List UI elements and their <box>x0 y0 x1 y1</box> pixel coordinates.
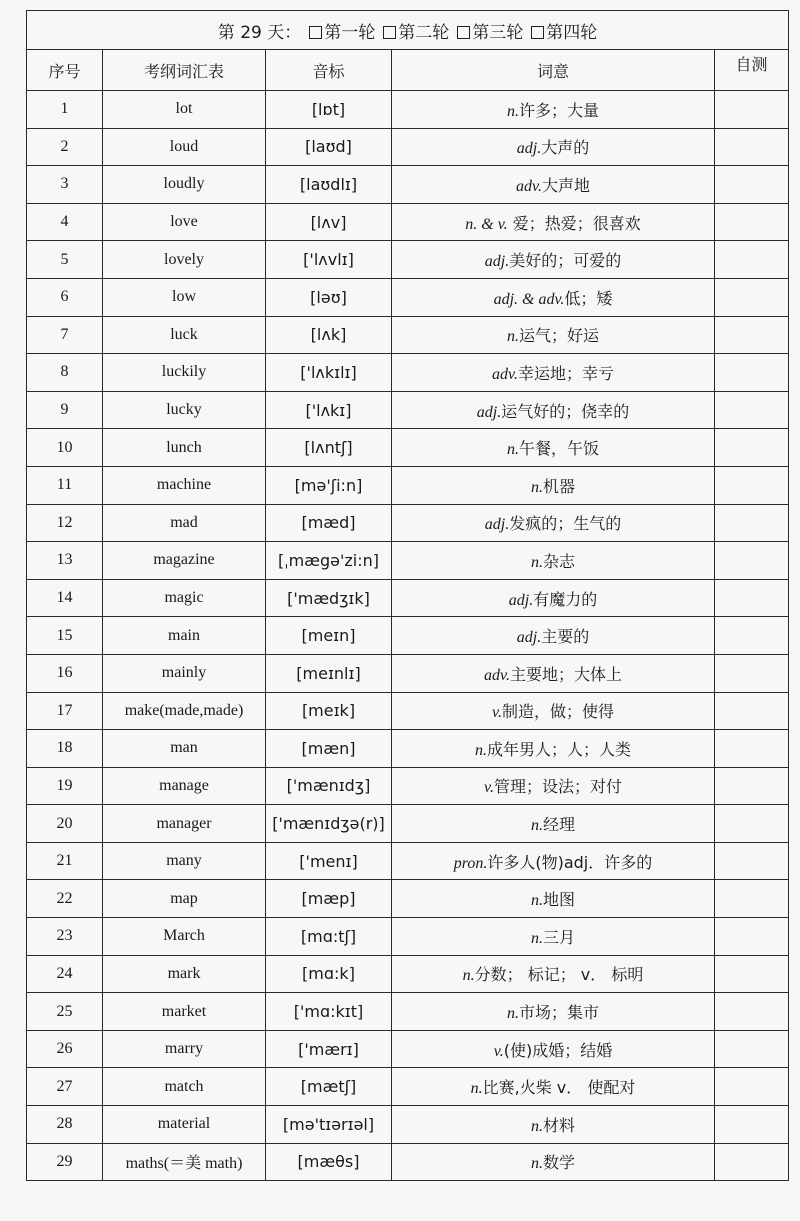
meaning-text: 地图 <box>542 890 575 910</box>
title-cell <box>27 11 789 50</box>
row-phonetic: [mæn] <box>266 730 392 768</box>
row-word: manage <box>103 767 266 805</box>
self-test-cell[interactable] <box>715 842 789 880</box>
round-1-checkbox[interactable] <box>309 26 322 39</box>
meaning-text: 制造，做；使得 <box>501 702 614 722</box>
self-test-cell[interactable] <box>715 466 789 504</box>
self-test-cell[interactable] <box>715 166 789 204</box>
round-4-label: 第四轮 <box>546 22 598 43</box>
title-row <box>27 11 789 50</box>
table-row <box>27 805 789 843</box>
table-row <box>27 1106 789 1144</box>
self-test-cell[interactable] <box>715 880 789 918</box>
row-index: 18 <box>27 730 103 768</box>
col-header-index: 序号 <box>27 50 103 91</box>
table-row <box>27 767 789 805</box>
part-of-speech: n. <box>474 741 487 759</box>
row-phonetic: [mæθs] <box>266 1143 392 1181</box>
row-word: magazine <box>103 542 266 580</box>
row-word: magic <box>103 579 266 617</box>
row-index: 4 <box>27 203 103 241</box>
row-phonetic: [laʊd] <box>266 128 392 166</box>
row-meaning <box>392 730 715 768</box>
meaning-text: (使)成婚；结婚 <box>503 1040 613 1060</box>
table-row <box>27 278 789 316</box>
round-2-checkbox[interactable] <box>383 26 396 39</box>
table-row <box>27 617 789 655</box>
row-index: 7 <box>27 316 103 354</box>
row-phonetic: [mə'tɪərɪəl] <box>266 1106 392 1144</box>
part-of-speech: n. <box>506 441 519 459</box>
row-meaning <box>392 1143 715 1181</box>
row-phonetic: ['mædʒɪk] <box>266 579 392 617</box>
table-row <box>27 504 789 542</box>
round-1-label: 第一轮 <box>324 22 376 43</box>
row-meaning <box>392 654 715 692</box>
row-index: 5 <box>27 241 103 279</box>
row-index: 1 <box>27 91 103 129</box>
table-row <box>27 128 789 166</box>
part-of-speech: v. <box>492 704 502 722</box>
row-phonetic: ['lʌkɪlɪ] <box>266 354 392 392</box>
row-meaning <box>392 993 715 1031</box>
row-index: 20 <box>27 805 103 843</box>
self-test-cell[interactable] <box>715 767 789 805</box>
day-label: 第 29 天： <box>217 22 302 43</box>
row-word: mainly <box>103 654 266 692</box>
row-phonetic: ['mænɪdʒə(r)] <box>266 805 392 843</box>
row-meaning <box>392 1106 715 1144</box>
round-3-label: 第三轮 <box>472 22 524 43</box>
row-word: loud <box>103 128 266 166</box>
row-phonetic: ['mænɪdʒ] <box>266 767 392 805</box>
part-of-speech: adj. <box>484 516 510 534</box>
row-index: 19 <box>27 767 103 805</box>
self-test-cell[interactable] <box>715 241 789 279</box>
meaning-text: 有魔力的 <box>533 589 598 609</box>
column-header-row <box>27 50 789 91</box>
row-index: 2 <box>27 128 103 166</box>
meaning-text: 爱；热爱；很喜欢 <box>507 213 641 233</box>
self-test-cell[interactable] <box>715 617 789 655</box>
table-row <box>27 391 789 429</box>
self-test-cell[interactable] <box>715 1143 789 1181</box>
row-index: 14 <box>27 579 103 617</box>
row-index: 3 <box>27 166 103 204</box>
row-phonetic: [lʌv] <box>266 203 392 241</box>
meaning-text: 运气；好运 <box>518 326 599 346</box>
part-of-speech: n. <box>530 817 543 835</box>
self-test-cell[interactable] <box>715 805 789 843</box>
meaning-text: 低；矮 <box>564 288 613 308</box>
part-of-speech: n. <box>506 102 519 120</box>
row-meaning <box>392 1068 715 1106</box>
row-word: man <box>103 730 266 768</box>
self-test-cell[interactable] <box>715 542 789 580</box>
self-test-cell[interactable] <box>715 955 789 993</box>
self-test-cell[interactable] <box>715 316 789 354</box>
self-test-cell[interactable] <box>715 278 789 316</box>
row-meaning <box>392 316 715 354</box>
meaning-text: 经理 <box>542 815 575 835</box>
table-row <box>27 1143 789 1181</box>
self-test-cell[interactable] <box>715 1068 789 1106</box>
row-phonetic: ['mærɪ] <box>266 1030 392 1068</box>
table-row <box>27 654 789 692</box>
table-row <box>27 692 789 730</box>
row-word: maths(＝美 math) <box>103 1143 266 1181</box>
row-word: material <box>103 1106 266 1144</box>
row-meaning <box>392 203 715 241</box>
row-index: 25 <box>27 993 103 1031</box>
row-meaning <box>392 617 715 655</box>
table-row <box>27 880 789 918</box>
row-word: manager <box>103 805 266 843</box>
row-phonetic: [meɪn] <box>266 617 392 655</box>
self-test-cell[interactable] <box>715 203 789 241</box>
row-index: 26 <box>27 1030 103 1068</box>
row-index: 28 <box>27 1106 103 1144</box>
meaning-text: 比赛,火柴 v． 使配对 <box>482 1078 636 1098</box>
table-row <box>27 203 789 241</box>
row-index: 10 <box>27 429 103 467</box>
row-phonetic: [mætʃ] <box>266 1068 392 1106</box>
row-meaning <box>392 579 715 617</box>
meaning-text: 三月 <box>542 927 575 947</box>
self-test-cell[interactable] <box>715 391 789 429</box>
self-test-cell[interactable] <box>715 654 789 692</box>
row-word: match <box>103 1068 266 1106</box>
part-of-speech: n. <box>462 967 475 985</box>
part-of-speech: n. <box>530 1155 543 1173</box>
row-phonetic: [mɑ:k] <box>266 955 392 993</box>
row-index: 8 <box>27 354 103 392</box>
self-test-cell[interactable] <box>715 1030 789 1068</box>
part-of-speech: adj. <box>516 140 542 158</box>
row-meaning <box>392 466 715 504</box>
table-row <box>27 316 789 354</box>
table-row <box>27 354 789 392</box>
row-phonetic: ['mɑ:kɪt] <box>266 993 392 1031</box>
table-row <box>27 166 789 204</box>
meaning-text: 运气好的；侥幸的 <box>501 401 630 421</box>
table-row <box>27 730 789 768</box>
meaning-text: 大声地 <box>541 175 590 195</box>
row-phonetic: [laʊdlɪ] <box>266 166 392 204</box>
row-meaning <box>392 429 715 467</box>
row-word: luckily <box>103 354 266 392</box>
row-meaning <box>392 805 715 843</box>
row-meaning <box>392 128 715 166</box>
row-meaning <box>392 241 715 279</box>
row-phonetic: ['lʌvlɪ] <box>266 241 392 279</box>
col-header-self-test: 自测 <box>715 50 789 91</box>
meaning-text: 杂志 <box>542 551 575 571</box>
table-row <box>27 993 789 1031</box>
meaning-text: 市场；集市 <box>518 1003 599 1023</box>
meaning-text: 美好的；可爱的 <box>509 251 622 271</box>
col-header-meaning: 词意 <box>392 50 715 91</box>
part-of-speech: n. <box>506 328 519 346</box>
table-row <box>27 542 789 580</box>
self-test-cell[interactable] <box>715 730 789 768</box>
row-phonetic: [mə'ʃi:n] <box>266 466 392 504</box>
part-of-speech: n. & v. <box>465 215 508 233</box>
row-word: loudly <box>103 166 266 204</box>
row-index: 21 <box>27 842 103 880</box>
part-of-speech: adv. <box>484 666 510 684</box>
row-word: low <box>103 278 266 316</box>
vocabulary-table <box>26 10 789 1181</box>
table-row <box>27 842 789 880</box>
row-meaning <box>392 504 715 542</box>
row-word: market <box>103 993 266 1031</box>
row-phonetic: [ˌmægə'zi:n] <box>266 542 392 580</box>
part-of-speech: adj. <box>516 629 542 647</box>
col-header-word: 考纲词汇表 <box>103 50 266 91</box>
row-meaning <box>392 692 715 730</box>
row-meaning <box>392 391 715 429</box>
row-phonetic: [lʌntʃ] <box>266 429 392 467</box>
round-3-checkbox[interactable] <box>457 26 470 39</box>
row-word: mark <box>103 955 266 993</box>
meaning-text: 数学 <box>542 1153 575 1173</box>
table-row <box>27 1068 789 1106</box>
row-phonetic: ['lʌkɪ] <box>266 391 392 429</box>
table-row <box>27 91 789 129</box>
row-phonetic: [ləʊ] <box>266 278 392 316</box>
row-meaning <box>392 955 715 993</box>
part-of-speech: adv. <box>492 365 518 383</box>
meaning-text: 幸运地；幸亏 <box>517 363 614 383</box>
table-row <box>27 955 789 993</box>
meaning-text: 主要地；大体上 <box>509 664 622 684</box>
part-of-speech: v. <box>493 1042 504 1060</box>
table-row <box>27 466 789 504</box>
part-of-speech: n. <box>530 929 543 947</box>
meaning-text: 机器 <box>542 476 575 496</box>
part-of-speech: n. <box>530 478 543 496</box>
part-of-speech: n. <box>470 1080 483 1098</box>
row-index: 11 <box>27 466 103 504</box>
row-phonetic: [lʌk] <box>266 316 392 354</box>
row-index: 22 <box>27 880 103 918</box>
part-of-speech: pron. <box>453 854 488 872</box>
meaning-text: 管理；设法；对付 <box>493 777 622 797</box>
part-of-speech: n. <box>506 1005 519 1023</box>
row-meaning <box>392 918 715 956</box>
meaning-text: 午餐，午饭 <box>518 439 599 459</box>
row-word: March <box>103 918 266 956</box>
row-meaning <box>392 354 715 392</box>
round-4-checkbox[interactable] <box>531 26 544 39</box>
row-phonetic: [mɑ:tʃ] <box>266 918 392 956</box>
self-test-cell[interactable] <box>715 918 789 956</box>
part-of-speech: adj. <box>484 253 510 271</box>
part-of-speech: v. <box>484 779 494 797</box>
table-row <box>27 579 789 617</box>
self-test-cell[interactable] <box>715 579 789 617</box>
row-word: mad <box>103 504 266 542</box>
self-test-cell[interactable] <box>715 692 789 730</box>
part-of-speech: adj. & adv. <box>493 290 565 308</box>
row-meaning <box>392 1030 715 1068</box>
row-meaning <box>392 842 715 880</box>
row-word: love <box>103 203 266 241</box>
meaning-text: 成年男人；人；人类 <box>486 739 631 759</box>
row-phonetic: [meɪnlɪ] <box>266 654 392 692</box>
meaning-text: 许多；大量 <box>518 100 599 120</box>
row-index: 16 <box>27 654 103 692</box>
row-phonetic: ['menɪ] <box>266 842 392 880</box>
row-phonetic: [mæp] <box>266 880 392 918</box>
self-test-cell[interactable] <box>715 354 789 392</box>
meaning-text: 分数； 标记； v． 标明 <box>474 965 644 985</box>
row-phonetic: [mæd] <box>266 504 392 542</box>
self-test-cell[interactable] <box>715 128 789 166</box>
self-test-cell[interactable] <box>715 993 789 1031</box>
self-test-cell[interactable] <box>715 91 789 129</box>
row-word: machine <box>103 466 266 504</box>
meaning-text: 材料 <box>542 1115 575 1135</box>
row-index: 6 <box>27 278 103 316</box>
meaning-text: 许多人(物)adj．许多的 <box>487 852 653 872</box>
row-index: 29 <box>27 1143 103 1181</box>
part-of-speech: n. <box>530 553 543 571</box>
part-of-speech: adj. <box>476 403 502 421</box>
row-index: 15 <box>27 617 103 655</box>
row-meaning <box>392 91 715 129</box>
row-index: 23 <box>27 918 103 956</box>
part-of-speech: n. <box>530 892 543 910</box>
row-word: lovely <box>103 241 266 279</box>
row-word: marry <box>103 1030 266 1068</box>
row-meaning <box>392 542 715 580</box>
row-index: 17 <box>27 692 103 730</box>
meaning-text: 大声的 <box>541 138 590 158</box>
part-of-speech: adj. <box>508 591 534 609</box>
table-row <box>27 1030 789 1068</box>
row-word: make(made,made) <box>103 692 266 730</box>
row-word: map <box>103 880 266 918</box>
row-index: 12 <box>27 504 103 542</box>
row-meaning <box>392 767 715 805</box>
row-word: lot <box>103 91 266 129</box>
self-test-cell[interactable] <box>715 504 789 542</box>
row-word: many <box>103 842 266 880</box>
row-meaning <box>392 880 715 918</box>
meaning-text: 主要的 <box>541 627 590 647</box>
row-index: 27 <box>27 1068 103 1106</box>
row-word: luck <box>103 316 266 354</box>
meaning-text: 发疯的；生气的 <box>509 514 622 534</box>
row-meaning <box>392 278 715 316</box>
row-phonetic: [meɪk] <box>266 692 392 730</box>
table-row <box>27 429 789 467</box>
row-index: 13 <box>27 542 103 580</box>
row-word: lunch <box>103 429 266 467</box>
table-row <box>27 918 789 956</box>
row-meaning <box>392 166 715 204</box>
table-row <box>27 241 789 279</box>
self-test-cell[interactable] <box>715 429 789 467</box>
part-of-speech: adv. <box>516 177 542 195</box>
row-word: main <box>103 617 266 655</box>
col-header-phonetic: 音标 <box>266 50 392 91</box>
self-test-cell[interactable] <box>715 1106 789 1144</box>
part-of-speech: n. <box>530 1117 543 1135</box>
row-index: 24 <box>27 955 103 993</box>
round-2-label: 第二轮 <box>398 22 450 43</box>
row-word: lucky <box>103 391 266 429</box>
row-index: 9 <box>27 391 103 429</box>
row-phonetic: [lɒt] <box>266 91 392 129</box>
